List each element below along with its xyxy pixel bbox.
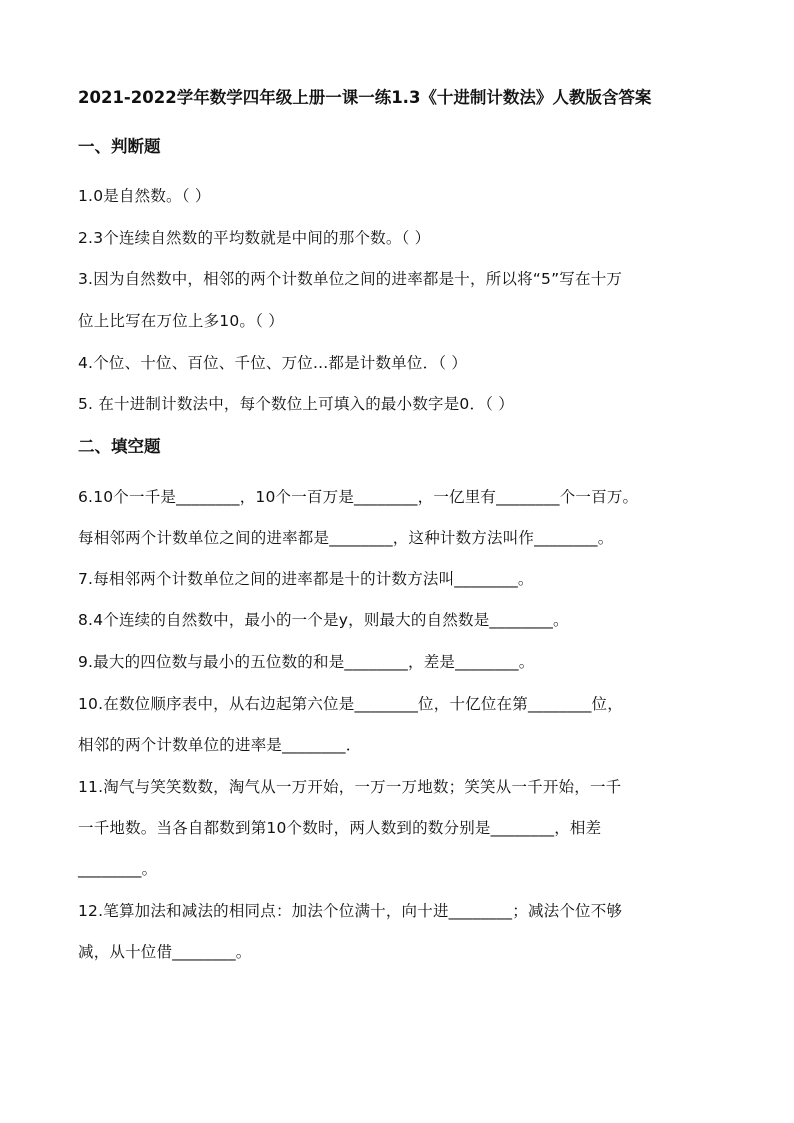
question-6-line-1: 6.10个一千是________，10个一百万是________，一亿里有________个一百万。 <box>78 488 639 506</box>
section-heading-true-false: 一、判断题 <box>78 137 161 156</box>
question-4: 4.个位、十位、百位、千位、万位...都是计数单位．（ ） <box>78 354 468 372</box>
question-6-line-2: 每相邻两个计数单位之间的进率都是________，这种计数方法叫作________。 <box>78 529 614 547</box>
question-10-line-1: 10.在数位顺序表中，从右边起第六位是________位，十亿位在第________位， <box>78 695 623 713</box>
document-title: 2021-2022学年数学四年级上册一课一练1.3《十进制计数法》人教版含答案 <box>78 88 652 107</box>
question-9: 9.最大的四位数与最小的五位数的和是________，差是________。 <box>78 653 535 671</box>
question-1: 1.0是自然数。（ ） <box>78 187 211 205</box>
question-10-line-2: 相邻的两个计数单位的进率是________． <box>78 736 362 754</box>
question-7: 7.每相邻两个计数单位之间的进率都是十的计数方法叫________。 <box>78 570 534 588</box>
question-12-line-1: 12.笔算加法和减法的相同点：加法个位满十，向十进________；减法个位不够 <box>78 902 623 920</box>
question-11-line-3: ________。 <box>78 860 158 878</box>
question-12-line-2: 减，从十位借________。 <box>78 943 252 961</box>
question-2: 2.3个连续自然数的平均数就是中间的那个数。（ ） <box>78 229 431 247</box>
question-3-line-1: 3.因为自然数中，相邻的两个计数单位之间的进率都是十，所以将“5”写在十万 <box>78 270 623 288</box>
question-5: 5. 在十进制计数法中，每个数位上可填入的最小数字是0．（ ） <box>78 395 514 413</box>
question-11-line-1: 11.淘气与笑笑数数，淘气从一万开始，一万一万地数；笑笑从一千开始，一千 <box>78 778 622 796</box>
question-11-line-2: 一千地数。当各自都数到第10个数时，两人数到的数分别是________，相差 <box>78 819 602 837</box>
question-3-line-2: 位上比写在万位上多10。（ ） <box>78 312 284 330</box>
question-8: 8.4个连续的自然数中，最小的一个是y，则最大的自然数是________。 <box>78 611 569 629</box>
section-heading-fill-blank: 二、填空题 <box>78 437 161 456</box>
